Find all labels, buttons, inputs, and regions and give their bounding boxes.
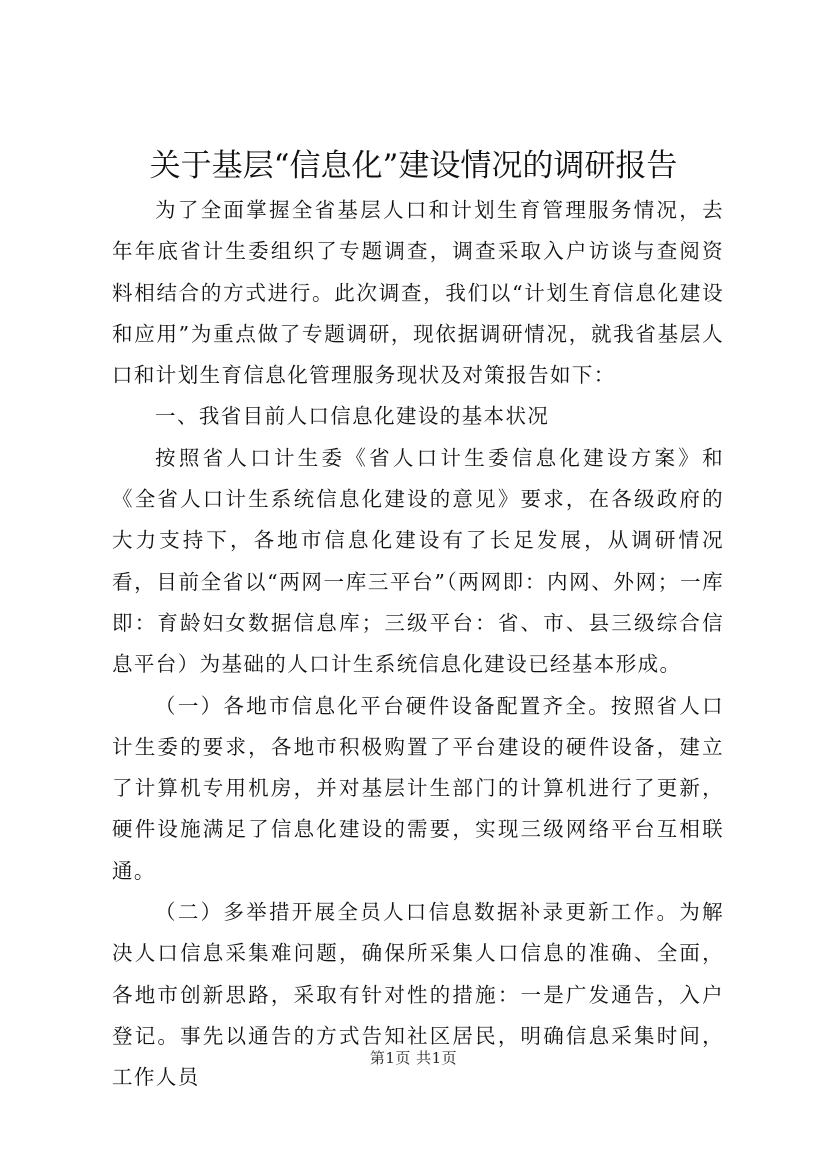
paragraph-hardware: （一）各地市信息化平台硬件设备配置齐全。按照省人口计生委的要求，各地市积极购置了平台建设的硬件设备，建立了计算机专用机房，并对基层计生部门的计算机进行了更新，硬件设施满足了信息化建设的需要，实现三级网络平台互相联通。 [112, 693, 724, 883]
page-number-footer: 第1页 共1页 [369, 1049, 458, 1067]
section-heading: 一、我省目前人口信息化建设的基本状况 [155, 404, 550, 429]
paragraph-overview: 按照省人口计生委《省人口计生委信息化建设方案》和《全省人口计生系统信息化建设的意见》要求，在各级政府的大力支持下，各地市信息化建设有了长足发展，从调研情况看，目前全省以“两网一库三平台”（两网即：内网、外网；一库即：育龄妇女数据信息库；三级平台：省、市、县三级综合信息平台）为基础的人口计生系统信息化建设已经基本形成。 [112, 445, 724, 677]
document-body [112, 190, 724, 1099]
document-title: 关于基层“信息化”建设情况的调研报告 [149, 148, 678, 184]
paragraph-intro: 为了全面掌握全省基层人口和计划生育管理服务情况，去年年底省计生委组织了专题调查，调查采取入户访谈与查阅资料相结合的方式进行。此次调查，我们以“计划生育信息化建设和应用”为重点做了专题调研，现依据调研情况，就我省基层人口和计划生育信息化管理服务现状及对策报告如下： [112, 198, 724, 388]
paragraph-data-collection: （二）多举措开展全员人口信息数据补录更新工作。为解决人口信息采集难问题，确保所采集人口信息的准确、全面，各地市创新思路，采取有针对性的措施：一是广发通告，入户登记。事先以通告的方式告知社区居民，明确信息采集时间，工作人员 [112, 900, 724, 1090]
